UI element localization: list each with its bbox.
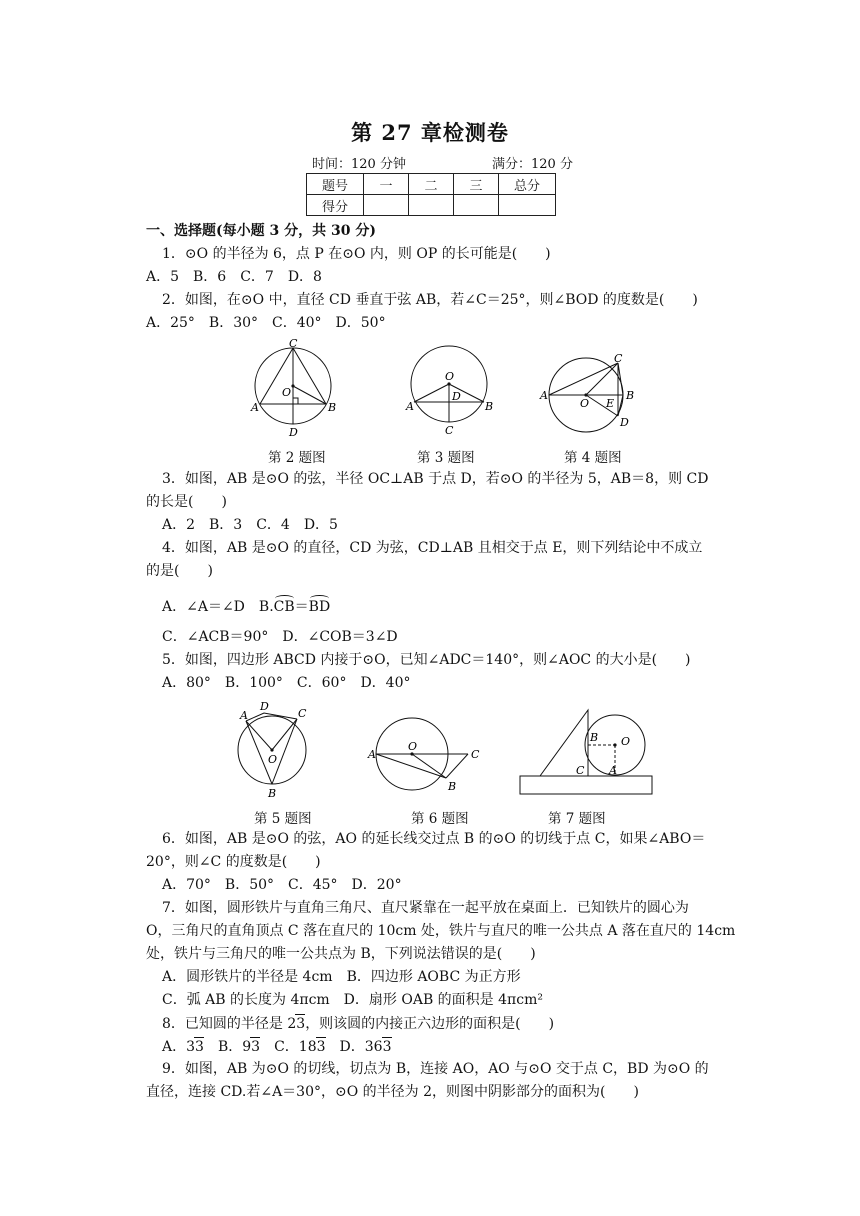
figure-label: O: [282, 386, 292, 399]
figure-label: C: [298, 707, 307, 720]
table-cell[interactable]: [364, 195, 409, 216]
question-4-stem-cont: 的是( ): [146, 563, 213, 579]
table-row: [307, 195, 556, 216]
figure-label: E: [606, 397, 615, 410]
figure-label: B: [448, 780, 457, 793]
question-4-stem: 4．如图，AB 是⊙O 的直径，CD 为弦，CD⊥AB 且相交于点 E，则下列结论中不成立: [162, 540, 703, 556]
question-4-options-cd: C．∠ACB＝90° D．∠COB＝3∠D: [162, 629, 398, 645]
figure-label: B: [268, 787, 277, 800]
page-title: 第 27 章检测卷: [351, 120, 509, 145]
figure-label: B: [626, 389, 635, 402]
sqrt-radicand: 3: [296, 1016, 306, 1032]
figure-3-caption: 第 3 题图: [417, 450, 475, 466]
figure-5-caption: 第 5 题图: [254, 811, 312, 827]
question-1-options: A．5 B．6 C．7 D．8: [146, 269, 322, 285]
figure-label: A: [251, 401, 259, 414]
figure-label: A: [240, 709, 248, 722]
figure-label: A: [540, 389, 548, 402]
figure-label: A: [406, 400, 414, 413]
figure-label: O: [580, 397, 590, 410]
figure-7: [516, 706, 656, 798]
question-6-options: A．70° B．50° C．45° D．20°: [162, 877, 402, 893]
question-7-options-cd: C．弧 AB 的长度为 4πcm D．扇形 OAB 的面积是 4πcm²: [162, 992, 543, 1008]
figure-label: B: [328, 401, 337, 414]
table-cell[interactable]: [409, 195, 454, 216]
sqrt-radicand: 3: [251, 1039, 261, 1055]
question-8-stem: [162, 1014, 554, 1033]
figure-label: D: [452, 390, 461, 403]
figure-5: [230, 700, 314, 804]
figure-label: B: [485, 400, 494, 413]
figure-2: [248, 338, 338, 438]
figure-label: O: [621, 735, 631, 748]
figure-4: [540, 352, 644, 438]
question-8-options: [162, 1037, 392, 1056]
figure-6: [368, 712, 484, 802]
table-cell: 一: [364, 174, 409, 195]
sqrt-radicand: 3: [195, 1039, 204, 1055]
figure-label: C: [289, 337, 298, 350]
sqrt-radicand: 3: [382, 1039, 392, 1055]
question-2-options: A．25° B．30° C．40° D．50°: [146, 315, 386, 331]
figure-label: D: [289, 426, 298, 439]
figure-label: A: [609, 764, 617, 777]
score-table: [306, 173, 556, 216]
figure-label: C: [445, 424, 454, 437]
figure-label: O: [268, 753, 278, 766]
question-6-stem: 6．如图，AB 是⊙O 的弦，AO 的延长线交过点 B 的⊙O 的切线于点 C，如果∠ABO＝: [162, 831, 706, 847]
question-6-stem-cont: 20°，则∠C 的度数是( ): [146, 854, 321, 870]
equals-sign: ＝: [294, 599, 309, 615]
figure-label: C: [576, 764, 585, 777]
option-text: B．9: [203, 1039, 252, 1055]
figure-2-caption: 第 2 题图: [268, 450, 326, 466]
question-4-options-ab: [162, 598, 330, 616]
figure-6-caption: 第 6 题图: [411, 811, 469, 827]
figure-label: B: [590, 731, 599, 744]
figure-label: C: [614, 352, 623, 365]
question-5-stem: 5．如图，四边形 ABCD 内接于⊙O，已知∠ADC＝140°，则∠AOC 的大小是( ): [162, 652, 691, 668]
option-text: C．18: [260, 1039, 317, 1055]
question-7-stem-cont2: 处，铁片与三角尺的唯一公共点为 B，下列说法错误的是( ): [146, 946, 536, 962]
question-3-stem-cont: 的长是( ): [146, 494, 227, 510]
figure-7-caption: 第 7 题图: [548, 811, 606, 827]
sqrt-radicand: 3: [316, 1039, 326, 1055]
question-7-stem-cont: O，三角尺的直角顶点 C 落在直尺的 10cm 处，铁片与直尺的唯一公共点 A 落在直尺的 14cm: [146, 923, 736, 939]
figure-label: O: [445, 370, 455, 383]
figure-label: D: [620, 416, 629, 429]
arc-cb: CB: [273, 599, 295, 615]
option-text: D．36: [325, 1039, 383, 1055]
section-heading: 一、选择题(每小题 3 分，共 30 分): [146, 223, 376, 239]
option-text: A．3: [162, 1039, 196, 1055]
figure-4-caption: 第 4 题图: [564, 450, 622, 466]
question-7-stem: 7．如图，圆形铁片与直角三角尺、直尺紧靠在一起平放在桌面上．已知铁片的圆心为: [162, 900, 689, 916]
figure-label: A: [368, 748, 376, 761]
question-5-options: A．80° B．100° C．60° D．40°: [162, 675, 411, 691]
figure-label: D: [260, 700, 269, 713]
question-3-stem: 3．如图，AB 是⊙O 的弦，半径 OC⊥AB 于点 D，若⊙O 的半径为 5，AB＝8，则 CD: [162, 471, 709, 487]
question-1-stem: 1．⊙O 的半径为 6，点 P 在⊙O 内，则 OP 的长可能是( ): [162, 246, 551, 262]
figure-3: [404, 340, 494, 436]
question-7-options-ab: A．圆形铁片的半径是 4cm B．四边形 AOBC 为正方形: [162, 969, 521, 985]
table-cell[interactable]: [454, 195, 499, 216]
question-2-stem: 2．如图，在⊙O 中，直径 CD 垂直于弦 AB，若∠C＝25°，则∠BOD 的度数是( ): [162, 292, 698, 308]
question-3-options: A．2 B．3 C．4 D．5: [162, 517, 338, 533]
question-9-stem-cont: 直径，连接 CD.若∠A＝30°，⊙O 的半径为 2，则图中阴影部分的面积为( ): [146, 1084, 639, 1100]
table-cell: 二: [409, 174, 454, 195]
arc-bd: BD: [308, 599, 331, 615]
table-cell: 三: [454, 174, 499, 195]
option-text: A．∠A＝∠D B.: [162, 599, 274, 615]
table-cell: 得分: [307, 195, 364, 216]
table-row: [307, 174, 556, 195]
figure-label: O: [408, 740, 418, 753]
figure-label: C: [471, 748, 480, 761]
exam-time: 时间：120 分钟: [312, 157, 406, 172]
table-cell[interactable]: [499, 195, 556, 216]
table-cell: 总分: [499, 174, 556, 195]
stem-text: 8．已知圆的半径是 2: [162, 1016, 297, 1032]
stem-text: ，则该圆的内接正六边形的面积是( ): [305, 1016, 555, 1032]
exam-full-score: 满分：120 分: [492, 157, 573, 172]
question-9-stem: 9．如图，AB 为⊙O 的切线，切点为 B，连接 AO，AO 与⊙O 交于点 C，BD 为⊙O 的: [162, 1061, 709, 1077]
table-cell: 题号: [307, 174, 364, 195]
